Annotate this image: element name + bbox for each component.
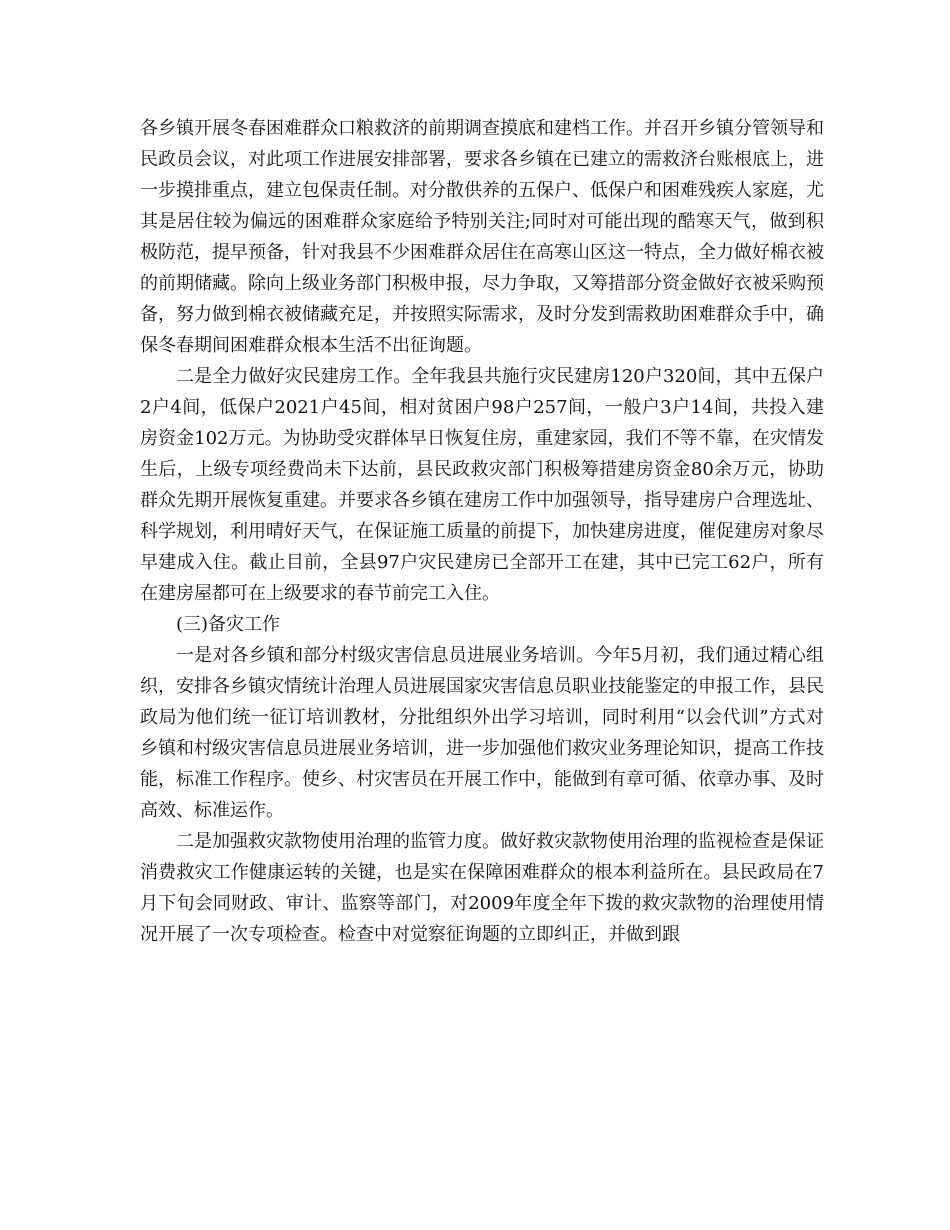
paragraph-continuation: 各乡镇开展冬春困难群众口粮救济的前期调查摸底和建档工作。并召开乡镇分管领导和民政员会议，对此项工作进展安排部署，要求各乡镇在已建立的需救济台账根底上，进一步摸排重点，建立包保责任制。对分散供养的五保户、低保户和困难残疾人家庭，尤其是居住较为偏远的困难群众家庭给予特别关注;同时对可能出现的酷寒天气，做到积极防范，提早预备，针对我县不少困难群众居住在高寒山区这一特点，全力做好棉衣被的前期储藏。除向上级业务部门积极申报，尽力争取，又筹措部分资金做好衣被采购预备，努力做到棉衣被储藏充足，并按照实际需求，及时分发到需救助困难群众手中，确保冬春期间困难群众根本生活不出征询题。 bbox=[140, 118, 824, 356]
section-heading: (三)备灾工作 bbox=[176, 614, 281, 635]
paragraph-housing: 二是全力做好灾民建房工作。全年我县共施行灾民建房120户320间，其中五保户2户4间，低保户2021户45间，相对贫困户98户257间，一般户3户14间，共投入建房资金102万元。为协助受灾群体早日恢复住房，重建家园，我们不等不靠，在灾情发生后，上级专项经费尚未下达前，县民政救灾部门积极筹措建房资金80余万元，协助群众先期开展恢复重建。并要求各乡镇在建房工作中加强领导，指导建房户合理选址、科学规划，利用晴好天气，在保证施工质量的前提下，加快建房进度，催促建房对象尽早建成入住。截止目前，全县97户灾民建房已全部开工在建，其中已完工62户，所有在建房屋都可在上级要求的春节前完工入住。 bbox=[140, 366, 824, 604]
document-body bbox=[140, 113, 824, 950]
paragraph-supervision: 二是加强救灾款物使用治理的监管力度。做好救灾款物使用治理的监视检查是保证消费救灾工作健康运转的关键，也是实在保障困难群众的根本利益所在。县民政局在7月下旬会同财政、审计、监察等部门，对2009年度全年下拨的救灾款物的治理使用情况开展了一次专项检查。检查中对觉察征询题的立即纠正，并做到跟 bbox=[140, 831, 824, 945]
paragraph-training: 一是对各乡镇和部分村级灾害信息员进展业务培训。今年5月初，我们通过精心组织，安排各乡镇灾情统计治理人员进展国家灾害信息员职业技能鉴定的申报工作，县民政局为他们统一征订培训教材，分批组织外出学习培训，同时利用“以会代训”方式对乡镇和村级灾害信息员进展业务培训，进一步加强他们救灾业务理论知识，提高工作技能，标准工作程序。使乡、村灾害员在开展工作中，能做到有章可循、依章办事、及时高效、标准运作。 bbox=[140, 645, 824, 821]
